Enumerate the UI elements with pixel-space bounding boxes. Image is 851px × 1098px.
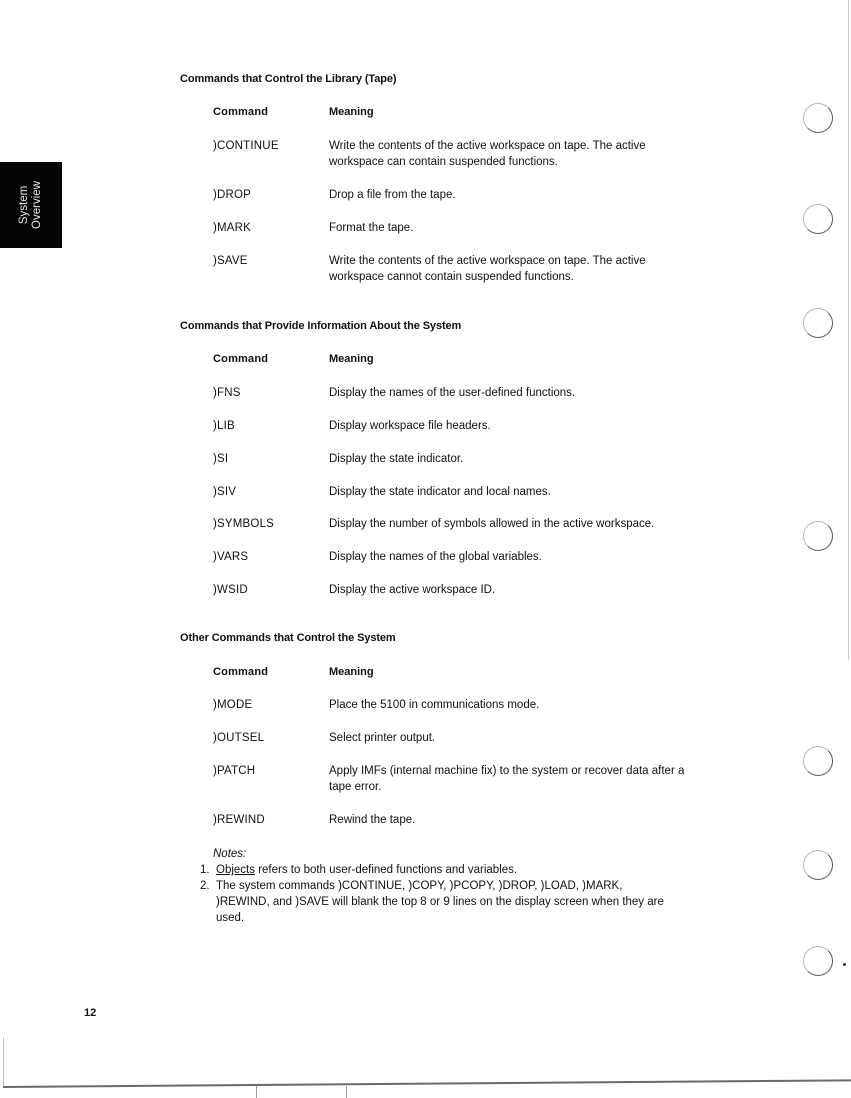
command-meaning: Rewind the tape. — [329, 814, 416, 826]
binder-hole — [803, 308, 833, 338]
command-name: )SIV — [213, 486, 237, 498]
command-name: )MARK — [213, 222, 252, 234]
command-name: )SAVE — [213, 255, 248, 267]
scan-speck — [843, 963, 846, 966]
command-name: )WSID — [213, 584, 248, 596]
command-meaning: Display workspace file headers. — [329, 420, 491, 432]
binder-hole — [803, 103, 833, 133]
command-name: )DROP — [213, 189, 252, 201]
column-header-command: Command — [213, 666, 269, 678]
binder-hole — [803, 521, 833, 551]
command-name: )VARS — [213, 551, 249, 563]
section-title-library: Commands that Control the Library (Tape) — [180, 73, 397, 85]
note-number: 2. — [200, 880, 210, 892]
binder-hole — [803, 850, 833, 880]
page-edge — [848, 0, 849, 660]
command-name: )SI — [213, 453, 229, 465]
binder-hole — [803, 746, 833, 776]
command-meaning: Display the state indicator. — [329, 453, 464, 465]
binder-hole — [803, 946, 833, 976]
column-header-meaning: Meaning — [329, 666, 374, 678]
command-name: )PATCH — [213, 765, 256, 777]
page-edge — [3, 1079, 851, 1088]
section-title-other: Other Commands that Control the System — [180, 632, 396, 644]
page-edge-tick — [256, 1086, 257, 1098]
note-text: The system commands )CONTINUE, )COPY, )PCOPY, )DROP, )LOAD, )MARK, )REWIND, and )SAVE will blank the top 8 or 9 lines on the display screen when they are used. — [216, 880, 664, 924]
command-meaning: Write the contents of the active workspace on tape. The active workspace cannot contain suspended functions. — [329, 255, 646, 283]
page-edge — [3, 1038, 4, 1086]
command-meaning: Format the tape. — [329, 222, 414, 234]
command-meaning: Display the names of the user-defined functions. — [329, 387, 576, 399]
command-meaning: Select printer output. — [329, 732, 436, 744]
command-name: )OUTSEL — [213, 732, 265, 744]
command-meaning: Apply IMFs (internal machine fix) to the system or recover data after a tape error. — [329, 765, 685, 793]
command-meaning: Drop a file from the tape. — [329, 189, 456, 201]
command-meaning: Display the number of symbols allowed in the active workspace. — [329, 518, 655, 530]
command-name: )SYMBOLS — [213, 518, 275, 530]
section-title-information: Commands that Provide Information About the System — [180, 320, 462, 332]
page-number: 12 — [84, 1007, 97, 1019]
section-tab — [0, 162, 62, 248]
command-name: )CONTINUE — [213, 140, 279, 152]
command-name: )FNS — [213, 387, 241, 399]
command-meaning: Display the state indicator and local names. — [329, 486, 551, 498]
column-header-meaning: Meaning — [329, 353, 374, 365]
tab-line-1: System — [18, 185, 30, 225]
command-name: )REWIND — [213, 814, 265, 826]
note-body: refers to both user-defined functions and variables. — [255, 864, 518, 876]
note-emphasis: Objects — [216, 864, 255, 876]
column-header-command: Command — [213, 106, 269, 118]
note-text — [216, 862, 678, 878]
notes-label: Notes: — [213, 848, 247, 860]
notes — [200, 846, 693, 924]
command-meaning: Display the active workspace ID. — [329, 584, 496, 596]
command-name: )MODE — [213, 699, 253, 711]
command-meaning: Write the contents of the active workspace on tape. The active workspace can contain suspended functions. — [329, 140, 646, 168]
tab-line-2: Overview — [31, 181, 43, 229]
section-tab-label — [18, 181, 44, 229]
page-edge-tick — [346, 1086, 347, 1098]
binder-hole — [803, 204, 833, 234]
command-meaning: Display the names of the global variables. — [329, 551, 542, 563]
column-header-meaning: Meaning — [329, 106, 374, 118]
command-meaning: Place the 5100 in communications mode. — [329, 699, 540, 711]
note-number: 1. — [200, 864, 210, 876]
command-name: )LIB — [213, 420, 235, 432]
column-header-command: Command — [213, 353, 269, 365]
